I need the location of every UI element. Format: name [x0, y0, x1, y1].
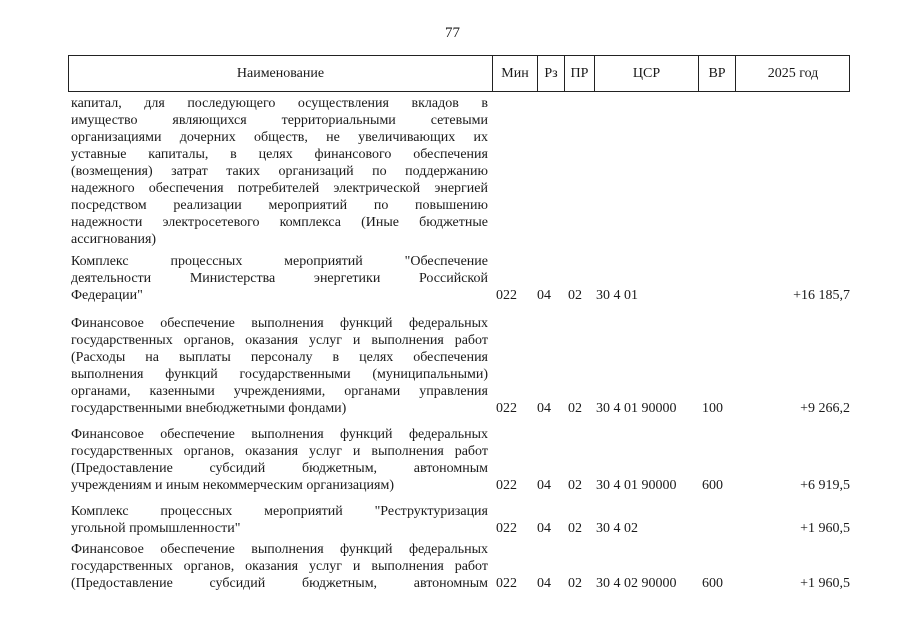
row-min: 022 — [496, 521, 517, 536]
row-amount: +1 960,5 — [800, 576, 850, 591]
header-name: Наименование — [236, 66, 325, 81]
row-name-line: надежности электросетевого комплекса (Иные бюджетные — [71, 215, 488, 230]
row-min: 022 — [496, 576, 517, 591]
row-name — [71, 503, 488, 537]
table-row — [68, 541, 850, 592]
row-name-line: (Расходы на выплаты персоналу в целях обеспечения — [71, 350, 488, 365]
row-amount: +9 266,2 — [800, 401, 850, 416]
header-pr: ПР — [564, 56, 594, 91]
row-rz: 04 — [537, 521, 551, 536]
row-name-line: имущество являющихся территориальными сетевыми — [71, 113, 488, 128]
row-name-line: (Предоставление субсидий бюджетным, автономным — [71, 576, 488, 591]
table-row — [68, 315, 850, 417]
row-rz: 04 — [537, 576, 551, 591]
row-csr: 30 4 02 90000 — [596, 576, 677, 591]
row-name-line: уставные капиталы, в целях финансового обеспечения — [71, 147, 488, 162]
page-number: 77 — [445, 25, 460, 41]
row-amount: +1 960,5 — [800, 521, 850, 536]
row-name — [71, 426, 488, 494]
row-name-line: государственных органов, оказания услуг и выполнения работ — [71, 444, 488, 459]
header-min: Мин — [492, 56, 537, 91]
row-pr: 02 — [568, 288, 582, 303]
row-name-line: Финансовое обеспечение выполнения функций федеральных — [71, 316, 488, 331]
table-header — [68, 55, 850, 92]
row-name-line: государственных органов, оказания услуг и выполнения работ — [71, 333, 488, 348]
row-min: 022 — [496, 288, 517, 303]
row-csr: 30 4 02 — [596, 521, 638, 536]
row-name-line: органами, казенными учреждениями, органами управления — [71, 384, 488, 399]
row-vr: 600 — [702, 478, 723, 493]
row-rz: 04 — [537, 288, 551, 303]
row-name-line: Комплекс процессных мероприятий "Обеспечение — [71, 254, 488, 269]
row-pr: 02 — [568, 521, 582, 536]
header-vr: ВР — [698, 56, 735, 91]
row-name-line: Финансовое обеспечение выполнения функций федеральных — [71, 427, 488, 442]
row-name-line: деятельности Министерства энергетики Российской — [71, 271, 488, 286]
row-name-line: выполнения функций государственными (муниципальными) — [71, 367, 488, 382]
row-name-line: угольной промышленности" — [71, 521, 241, 536]
row-vr: 100 — [702, 401, 723, 416]
header-rz: Рз — [537, 56, 564, 91]
row-name-line: государственных органов, оказания услуг и выполнения работ — [71, 559, 488, 574]
row-csr: 30 4 01 90000 — [596, 478, 677, 493]
row-name-line: учреждениям и иным некоммерческим организациям) — [71, 478, 395, 493]
row-vr: 600 — [702, 576, 723, 591]
row-name-line: Финансовое обеспечение выполнения функций федеральных — [71, 542, 488, 557]
table-row — [68, 253, 850, 304]
header-csr: ЦСР — [594, 56, 698, 91]
row-pr: 02 — [568, 478, 582, 493]
row-min: 022 — [496, 478, 517, 493]
row-name — [71, 95, 488, 248]
row-name — [71, 315, 488, 417]
row-name-line: (возмещения) затрат таких организаций по поддержанию — [71, 164, 488, 179]
row-amount: +6 919,5 — [800, 478, 850, 493]
row-name-line: посредством реализации мероприятий по повышению — [71, 198, 488, 213]
row-csr: 30 4 01 — [596, 288, 638, 303]
row-amount: +16 185,7 — [793, 288, 850, 303]
row-name-line: надежного обеспечения потребителей электрической энергией — [71, 181, 488, 196]
row-rz: 04 — [537, 401, 551, 416]
row-pr: 02 — [568, 576, 582, 591]
header-year: 2025 год — [735, 56, 850, 91]
row-name-line: Федерации" — [71, 288, 143, 303]
row-name-line: ассигнования) — [71, 232, 157, 247]
row-name-line: организациями дочерних обществ, не увеличивающих их — [71, 130, 488, 145]
row-name — [71, 541, 488, 592]
row-name — [71, 253, 488, 304]
row-rz: 04 — [537, 478, 551, 493]
table-row — [68, 426, 850, 494]
table-row — [68, 503, 850, 537]
row-name-line: государственными внебюджетными фондами) — [71, 401, 347, 416]
row-csr: 30 4 01 90000 — [596, 401, 677, 416]
table-row — [68, 95, 850, 248]
row-min: 022 — [496, 401, 517, 416]
row-name-line: Комплекс процессных мероприятий "Реструктуризация — [71, 504, 488, 519]
row-name-line: капитал, для последующего осуществления вкладов в — [71, 96, 488, 111]
row-name-line: (Предоставление субсидий бюджетным, автономным — [71, 461, 488, 476]
row-pr: 02 — [568, 401, 582, 416]
